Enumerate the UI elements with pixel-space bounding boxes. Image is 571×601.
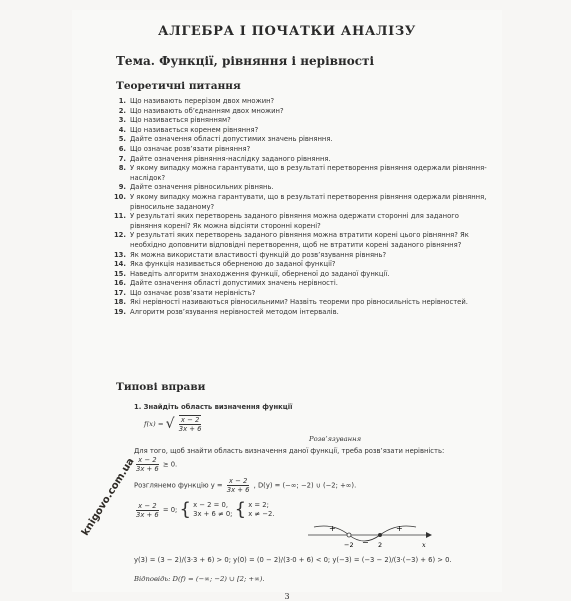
question-number: 1. [118,97,126,105]
sign-checks: y(3) = (3 − 2)/(3·3 + 6) > 0; y(0) = (0 − 2)/(3·0 + 6) < 0; y(−3) = (−3 − 2)/(3·(−3) + 6) > 0. [134,556,452,564]
brace-icon: { [179,499,191,520]
question-text: Що називають об’єднанням двох множин? [130,106,284,115]
axis-arrow-icon [426,532,432,538]
sign-chart [304,521,434,549]
question-text: Які нерівності називаються рівносильними? Назвіть теореми про рівносильність нерівностей. [130,298,468,307]
zero-rhs: = 0; [160,506,178,514]
task-text: 1. Знайдіть область визначення функції [134,403,293,411]
fraction-numerator: x − 2 [138,456,157,464]
question-number: 19. [113,308,126,317]
exercises-heading: Типові вправи [116,381,206,393]
question-text: Що означає розв’язати нерівність? [130,288,256,297]
question-text: Що називають перерізом двох множин? [130,97,275,105]
question-item [112,155,492,165]
system-2-line-2: x ≠ −2. [248,510,275,518]
question-text: Що означає розв’язати рівняння? [130,144,251,153]
question-text: Що називається рівнянням? [130,116,231,125]
question-text: Дайте означення рівносильних рівнянь. [130,183,274,192]
sqrt-fraction [179,415,202,433]
question-number: 6. [118,144,126,153]
question-item [112,183,492,193]
sign-right: + [396,524,403,533]
question-item [112,107,492,117]
question-number: 11. [113,212,126,221]
watermark: knigovo.com.ua [80,456,137,538]
question-number: 10. [113,192,126,201]
question-text: У якому випадку можна гарантувати, що в результаті перетворення рівняння одержали рівняння, рівносильне заданому? [130,192,487,211]
fraction-denominator: 3x + 6 [136,510,159,519]
inequality [134,456,177,473]
fraction-denominator: 3x + 6 [178,425,202,433]
sqrt-icon: √ [165,416,175,432]
question-item [112,97,492,107]
domain-text: , D(y) = (−∞; −2) ∪ (−2; +∞). [253,481,357,490]
question-number: 16. [113,279,126,288]
question-text: Як можна використати властивості функцій до розв’язування рівнянь? [130,250,387,259]
question-number: 12. [113,231,126,240]
question-item [112,126,492,136]
question-item [112,308,492,318]
question-item [112,260,492,270]
questions-list [112,97,492,318]
question-text: Алгоритм розв’язування нерівностей методом інтервалів. [130,308,339,317]
consider-function [134,477,356,494]
question-number: 14. [113,260,126,269]
question-number: 9. [118,183,126,192]
question-text: Що називається коренем рівняння? [130,125,259,134]
system-2 [248,501,274,519]
sign-left: + [329,524,336,533]
question-text: У результаті яких перетворень заданого рівняння можна одержати сторонні для заданого рівняння корені? Як можна відсіяти сторонні корені? [130,212,459,230]
consider-text: Розглянемо функцію y = [134,481,225,490]
question-item [112,231,492,250]
question-text: Дайте означення області допустимих значень нерівності. [130,279,338,288]
fraction-denominator: 3x + 6 [136,465,159,473]
question-item [112,251,492,261]
question-number: 15. [113,269,126,278]
question-item [112,116,492,126]
question-number: 3. [118,116,126,125]
question-text: У результаті яких перетворень заданого рівняння можна втратити корені цього рівняння? Як необхідно доповнити відповідні перетворення, щоб не втратити корені заданого рівняння? [130,231,469,249]
question-number: 13. [113,250,126,259]
question-number: 7. [118,154,126,163]
fraction-numerator: x − 2 [228,477,248,485]
page-title: АЛГЕБРА І ПОЧАТКИ АНАЛІЗУ [158,24,416,39]
question-text: Дайте означення області допустимих значень рівняння. [130,135,333,144]
question-number: 17. [113,288,126,297]
question-item [112,212,492,231]
consider-fraction [227,477,250,494]
function-definition [144,415,203,433]
question-number: 8. [118,164,126,173]
question-text: Дайте означення рівняння-наслідку заданого рівняння. [130,154,331,163]
question-item [112,270,492,280]
inequality-rhs: ≥ 0. [160,460,178,469]
system-1 [193,501,232,519]
question-number: 4. [118,125,126,134]
fraction-numerator: x − 2 [138,501,157,510]
question-number: 5. [118,135,126,144]
answer: Відповідь: D(f) = (−∞; −2) ∪ [2; +∞). [134,575,265,583]
question-item [112,279,492,289]
question-number: 18. [113,298,126,307]
filled-point-2 [378,533,382,537]
zero-fraction [136,502,159,519]
zero-system [134,501,274,519]
system-2-line-1: x = 2; [248,501,269,509]
label-2: 2 [378,541,383,549]
question-item [112,145,492,155]
question-text: Наведіть алгоритм знаходження функції, оберненої до заданої функції. [130,269,390,278]
question-text: У якому випадку можна гарантувати, що в результаті перетворення рівняння одержали рівняння-наслідок? [130,164,487,182]
page-number: 3 [284,592,290,601]
function-lhs: f(x) = [144,420,166,428]
question-text: Яка функція називається оберненою до заданої функції? [130,260,336,269]
fraction-numerator: x − 2 [180,416,200,424]
ineq-fraction [136,456,159,473]
question-item [112,289,492,299]
question-item [112,164,492,183]
question-item [112,298,492,308]
system-1-line-2: 3x + 6 ≠ 0; [193,510,233,518]
sign-mid: − [362,538,369,547]
label-neg2: −2 [344,541,354,549]
solution-text: Для того, щоб знайти область визначення даної функції, треба розв’язати нерівність: [134,447,445,455]
system-1-line-1: x − 2 = 0, [193,501,228,509]
question-item [112,193,492,212]
question-number: 2. [118,106,126,115]
fraction-denominator: 3x + 6 [226,486,250,494]
document-page [72,10,502,601]
solution-title: Розв’язування [309,435,362,443]
topic-title: Тема. Функції, рівняння і нерівності [116,54,375,68]
brace-icon: { [234,499,247,520]
question-item [112,135,492,145]
theory-heading: Теоретичні питання [116,80,241,92]
label-x: x [422,541,426,549]
open-point-neg2 [347,533,351,537]
